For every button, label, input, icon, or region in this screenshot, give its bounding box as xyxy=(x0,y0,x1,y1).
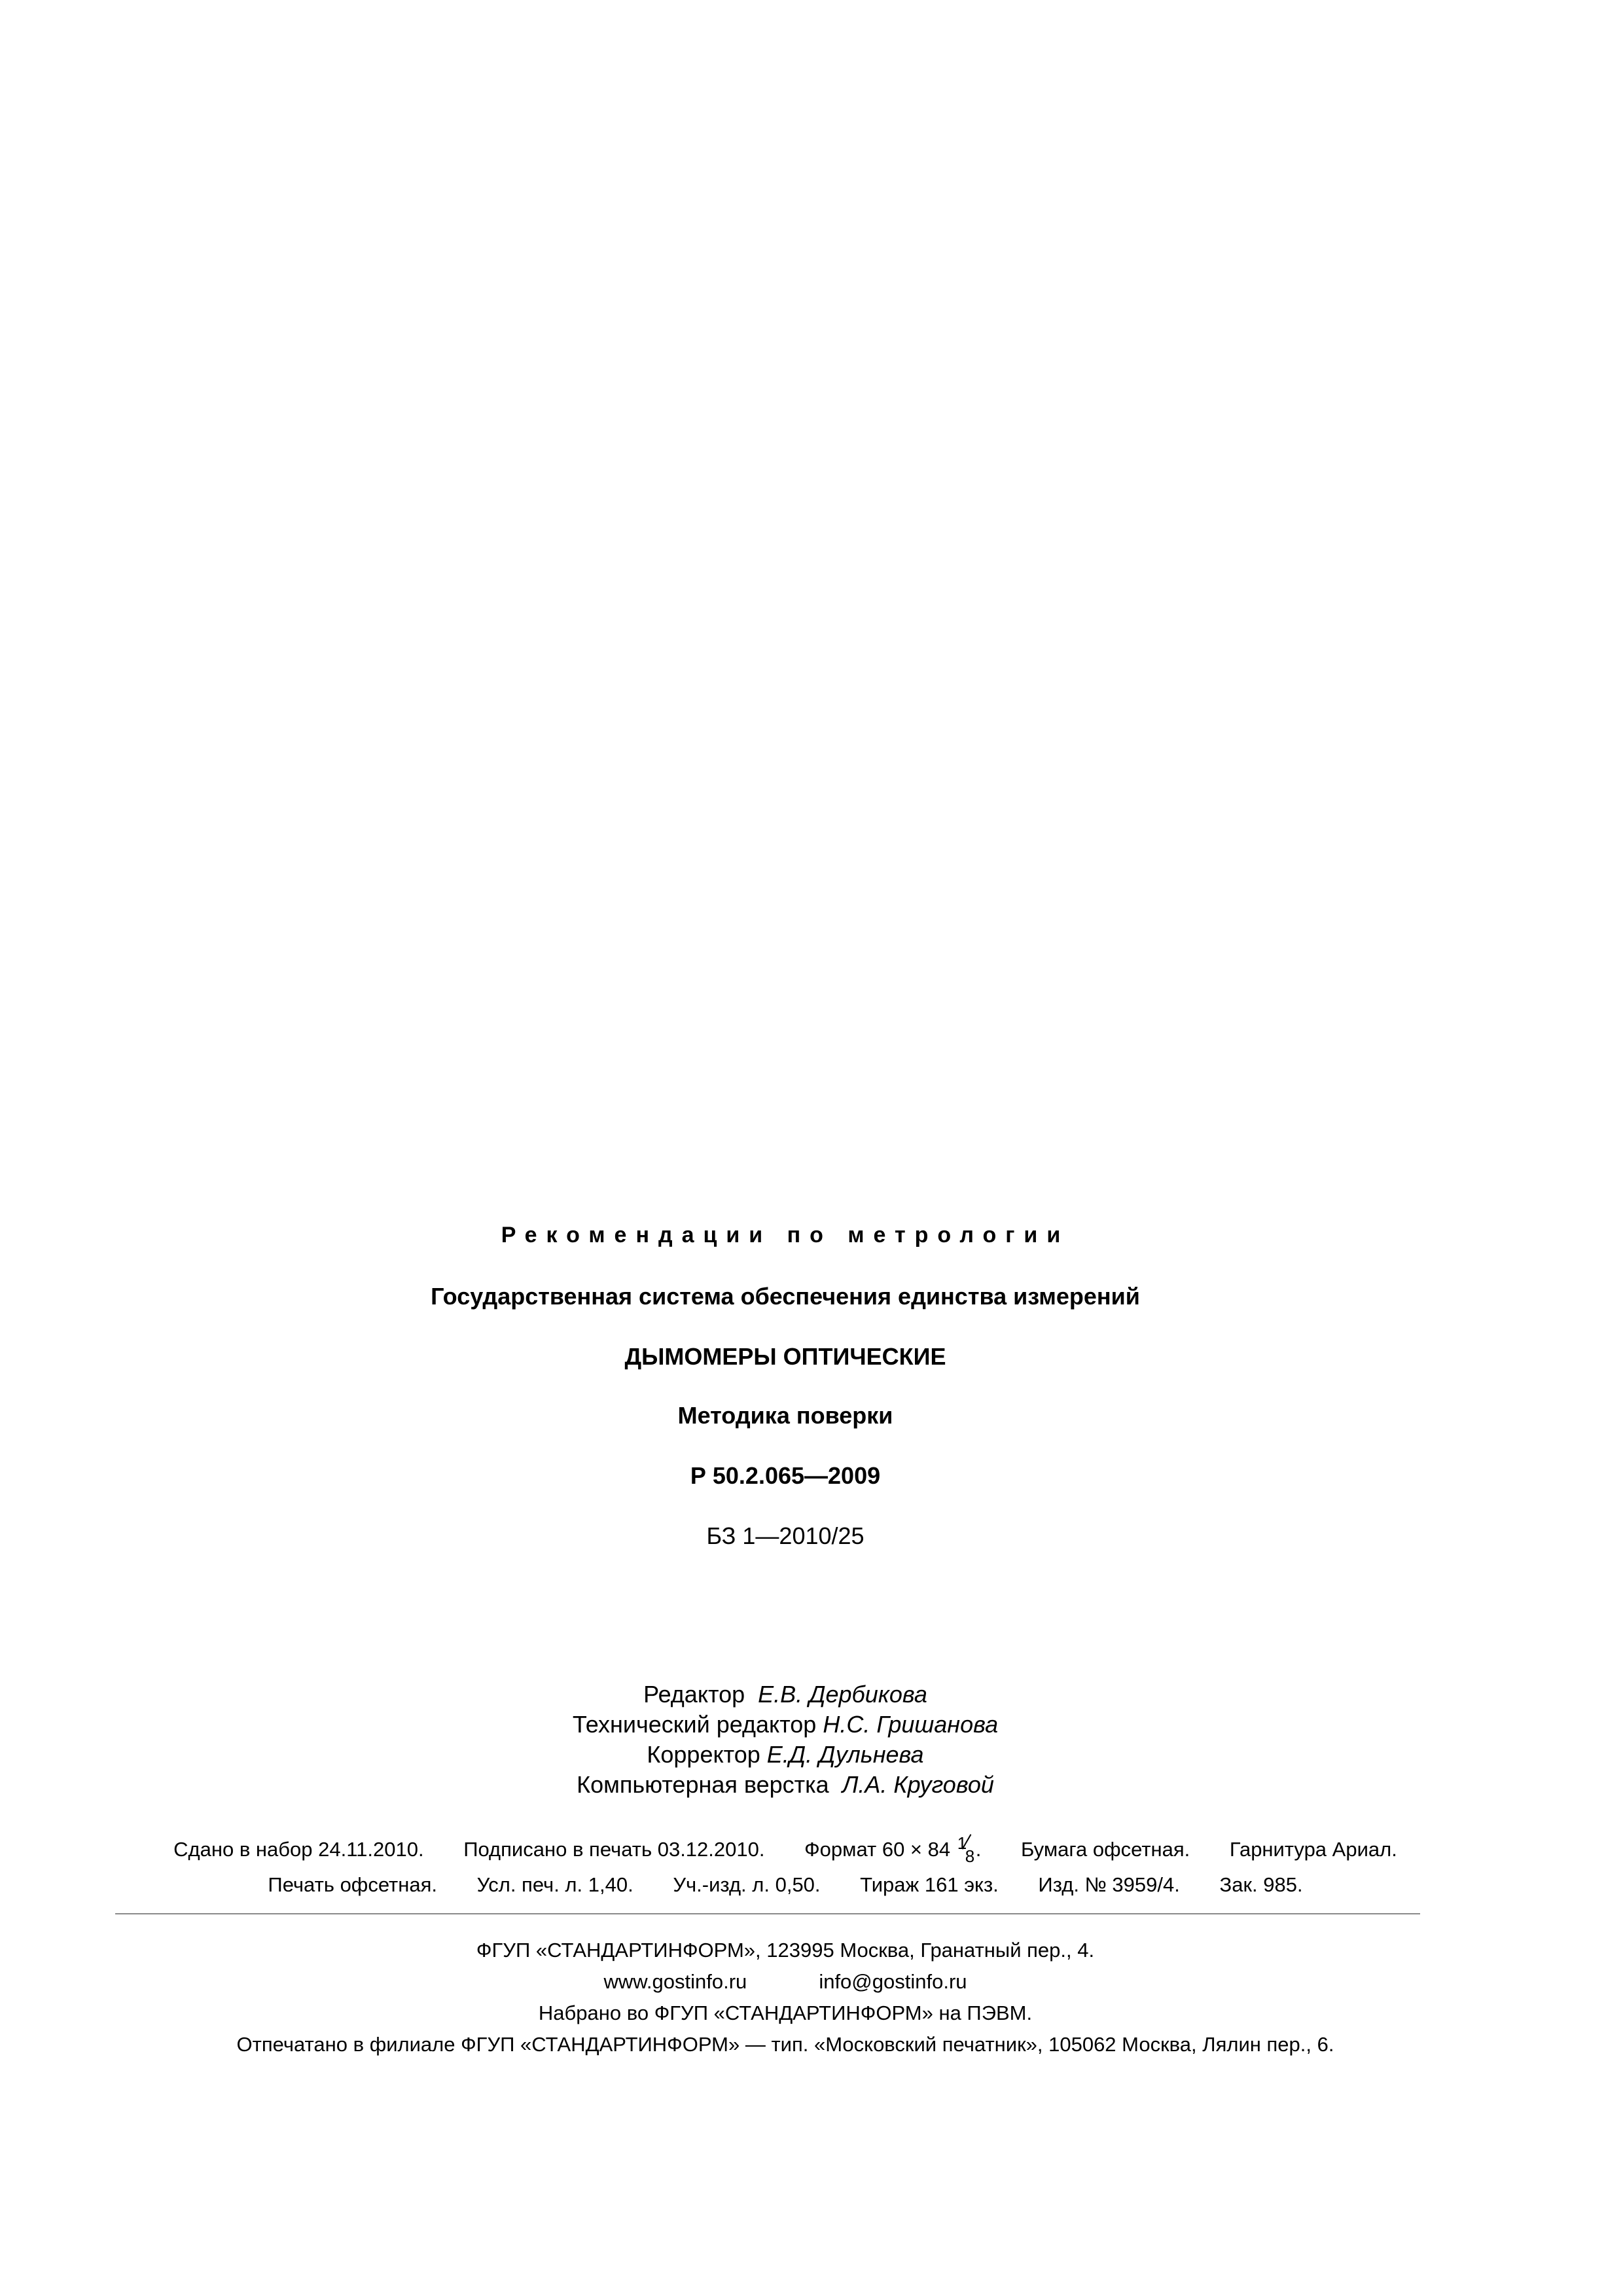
document-title: ДЫМОМЕРЫ ОПТИЧЕСКИЕ xyxy=(624,1343,946,1370)
credit-editor xyxy=(0,1681,1571,1708)
document-subtitle: Методика поверки xyxy=(677,1402,893,1429)
imprint-typeface: Гарнитура Ариал. xyxy=(1229,1838,1397,1861)
credit-role: Компьютерная верстка xyxy=(577,1771,829,1798)
publisher-printed: Отпечатано в филиале ФГУП «СТАНДАРТИНФОРМ» — тип. «Московский печатник», 105062 Москва, Лялин пер., 6. xyxy=(236,2033,1334,2056)
credit-name: Л.А. Круговой xyxy=(842,1771,994,1798)
imprint-publ-sheets: Уч.-изд. л. 0,50. xyxy=(673,1873,821,1896)
imprint-printing: Печать офсетная. xyxy=(268,1873,437,1896)
credit-technical-editor xyxy=(0,1711,1571,1738)
credit-role: Корректор xyxy=(647,1741,760,1768)
format-label: Формат 60 × 84 xyxy=(804,1838,951,1861)
publisher-website[interactable]: www.gostinfo.ru xyxy=(603,1970,747,1993)
imprint-line-2 xyxy=(0,1873,1571,1897)
document-bz: БЗ 1—2010/25 xyxy=(706,1522,865,1549)
publisher-contacts xyxy=(0,1970,1571,1994)
imprint-paper: Бумага офсетная. xyxy=(1021,1838,1190,1861)
publisher-typeset: Набрано во ФГУП «СТАНДАРТИНФОРМ» на ПЭВМ. xyxy=(538,2001,1033,2024)
imprint-submitted: Сдано в набор 24.11.2010. xyxy=(173,1838,424,1861)
fraction-denominator: 8 xyxy=(965,1846,975,1866)
credit-name: Н.С. Гришанова xyxy=(823,1711,999,1738)
credit-proofreader xyxy=(0,1741,1571,1768)
credit-name: Е.В. Дербикова xyxy=(758,1681,927,1708)
imprint-line-1 xyxy=(0,1833,1571,1866)
format-fraction xyxy=(956,1833,976,1866)
fraction-numerator: 1 xyxy=(957,1833,967,1853)
document-code: Р 50.2.065—2009 xyxy=(690,1462,881,1489)
divider-rule xyxy=(115,1913,1420,1914)
system-title: Государственная система обеспечения единства измерений xyxy=(431,1283,1140,1310)
credit-role: Технический редактор xyxy=(572,1711,817,1738)
publisher-address: ФГУП «СТАНДАРТИНФОРМ», 123995 Москва, Гранатный пер., 4. xyxy=(476,1939,1095,1962)
credit-layout xyxy=(0,1771,1571,1799)
imprint-run: Тираж 161 экз. xyxy=(860,1873,999,1896)
series-title: Рекомендации по метрологии xyxy=(501,1223,1070,1247)
credit-role: Редактор xyxy=(643,1681,745,1708)
imprint-edition: Изд. № 3959/4. xyxy=(1038,1873,1180,1896)
publisher-email[interactable]: info@gostinfo.ru xyxy=(819,1970,967,1993)
imprint-format: Формат 60 × 84 1 8 . xyxy=(804,1833,982,1866)
imprint-order: Зак. 985. xyxy=(1219,1873,1303,1896)
imprint-print-sheets: Усл. печ. л. 1,40. xyxy=(476,1873,633,1896)
imprint-signed: Подписано в печать 03.12.2010. xyxy=(463,1838,765,1861)
credit-name: Е.Д. Дульнева xyxy=(766,1741,924,1768)
